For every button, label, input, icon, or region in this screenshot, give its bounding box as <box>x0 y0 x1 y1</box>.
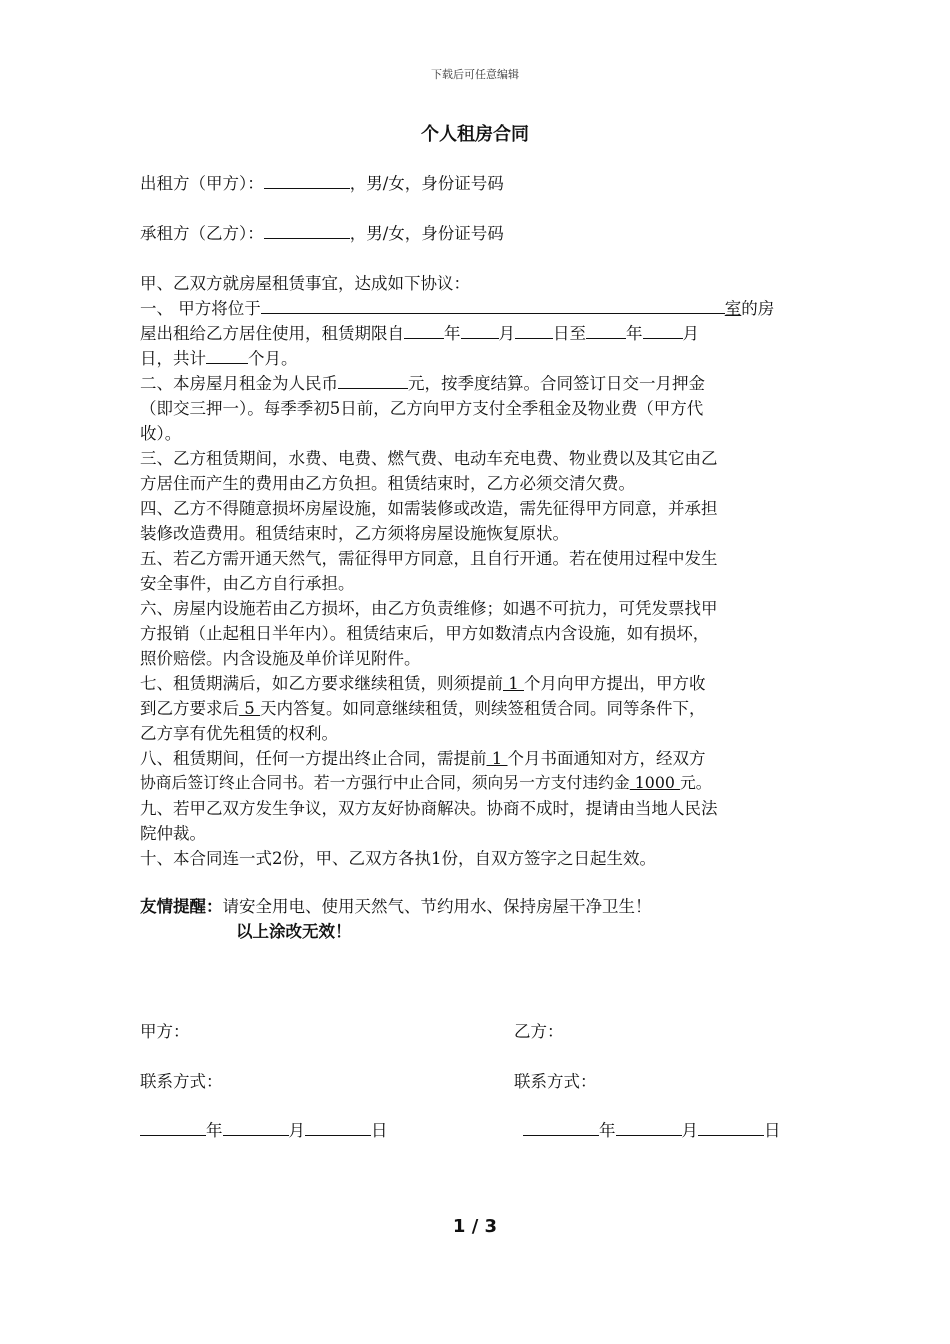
party-b-year-blank[interactable] <box>523 1119 599 1136</box>
party-a-day-blank[interactable] <box>305 1119 371 1136</box>
party-a-sign-label: 甲方： <box>140 1022 190 1041</box>
reply-days-value: 5 <box>239 699 260 718</box>
party-b-line: 承租方（乙方）： ，男/女，身份证号码 <box>140 224 504 243</box>
address-blank[interactable] <box>261 297 725 314</box>
clause-7-line-3: 乙方享有优先租赁的权利。 <box>140 724 338 743</box>
clause-2-line-2: （即交三押一）。每季季初5日前，乙方向甲方支付全季租金及物业费（甲方代 <box>140 399 704 418</box>
party-a-name-blank[interactable] <box>264 172 350 189</box>
reminder-text: 请安全用电、使用天然气、节约用水、保持房屋干净卫生！ <box>222 897 652 916</box>
clause-6-line-2: 方报销（止起租日半年内）。租赁结束后，甲方如数清点内含设施，如有损坏， <box>140 624 710 643</box>
notice-months-value: 1 <box>503 674 524 693</box>
page-number: 1 / 3 <box>452 1216 498 1237</box>
party-b-contact-label: 联系方式： <box>514 1072 597 1091</box>
start-day-blank[interactable] <box>515 322 553 339</box>
party-b-sign-label: 乙方： <box>514 1022 564 1041</box>
clause-7-line-1: 七、租赁期满后，如乙方要求继续租赁，则须提前 1 个月向甲方提出，甲方收 <box>140 674 706 693</box>
party-b-day-blank[interactable] <box>698 1119 764 1136</box>
clause-1-line-3: 日，共计 个月。 <box>140 349 298 368</box>
clause-6-line-3: 照价赔偿。内含设施及单价详见附件。 <box>140 649 421 668</box>
clause-6-line-1: 六、房屋内设施若由乙方损坏，由乙方负责维修；如遇不可抗力，可凭发票找甲 <box>140 599 718 618</box>
clause-4-line-2: 装修改造费用。租赁结束时，乙方须将房屋设施恢复原状。 <box>140 524 569 543</box>
intro: 甲、乙双方就房屋租赁事宜，达成如下协议： <box>140 274 470 293</box>
clause-2-line-1: 二、本房屋月租金为人民币 元，按季度结算。合同签订日交一月押金 <box>140 374 705 393</box>
document-title: 个人租房合同 <box>421 124 529 145</box>
start-year-blank[interactable] <box>404 322 444 339</box>
clause-7-line-2: 到乙方要求后 5 天内答复。如同意继续租赁，则续签租赁合同。同等条件下， <box>140 699 706 718</box>
reminder-line <box>140 893 652 917</box>
party-a-contact-label: 联系方式： <box>140 1072 223 1091</box>
clause-5-line-2: 安全事件，由乙方自行承担。 <box>140 574 355 593</box>
end-year-blank[interactable] <box>586 322 626 339</box>
party-b-name-blank[interactable] <box>264 222 350 239</box>
clause-3-line-1: 三、乙方租赁期间，水费、电费、燃气费、电动车充电费、物业费以及其它由乙 <box>140 449 718 468</box>
party-a-line: 出租方（甲方）： ，男/女，身份证号码 <box>140 174 504 193</box>
clause-8-line-1: 八、租赁期间，任何一方提出终止合同，需提前 1 个月书面通知对方，经双方 <box>140 749 706 768</box>
no-alteration-warning: 以上涂改无效！ <box>236 922 352 941</box>
party-a-date: 年 月 日 <box>140 1117 388 1141</box>
end-month-blank[interactable] <box>643 322 683 339</box>
start-month-blank[interactable] <box>461 322 499 339</box>
clause-5-line-1: 五、若乙方需开通天然气，需征得甲方同意，且自行开通。若在使用过程中发生 <box>140 549 718 568</box>
reminder-label: 友情提醒： <box>140 897 223 916</box>
months-blank[interactable] <box>206 347 248 364</box>
party-b-date: 年 月 日 <box>523 1117 781 1141</box>
clause-1-line-2: 屋出租给乙方居住使用，租赁期限自 年 月 日至 年 月 <box>140 324 699 343</box>
party-a-year-blank[interactable] <box>140 1119 206 1136</box>
clause-9-line-1: 九、若甲乙双方发生争议，双方友好协商解决。协商不成时，提请由当地人民法 <box>140 799 718 818</box>
rent-blank[interactable] <box>338 372 408 389</box>
termination-notice-value: 1 <box>486 749 508 768</box>
penalty-value: 1000 <box>629 773 680 792</box>
clause-8-line-2: 协商后签订终止合同书。若一方强行中止合同，须向另一方支付违约金 1000 元。 <box>140 773 712 792</box>
header-note: 下载后可任意编辑 <box>431 68 519 81</box>
clause-1-line-1: 一、 甲方将位于 室的房 <box>140 299 775 318</box>
clause-4-line-1: 四、乙方不得随意损坏房屋设施，如需装修或改造，需先征得甲方同意，并承担 <box>140 499 718 518</box>
party-a-month-blank[interactable] <box>223 1119 289 1136</box>
clause-3-line-2: 方居住而产生的费用由乙方负担。租赁结束时，乙方必须交清欠费。 <box>140 474 635 493</box>
clause-10: 十、本合同连一式2份，甲、乙双方各执1份，自双方签字之日起生效。 <box>140 849 656 868</box>
clause-9-line-2: 院仲裁。 <box>140 824 206 843</box>
clause-2-line-3: 收）。 <box>140 424 182 443</box>
party-b-month-blank[interactable] <box>616 1119 682 1136</box>
